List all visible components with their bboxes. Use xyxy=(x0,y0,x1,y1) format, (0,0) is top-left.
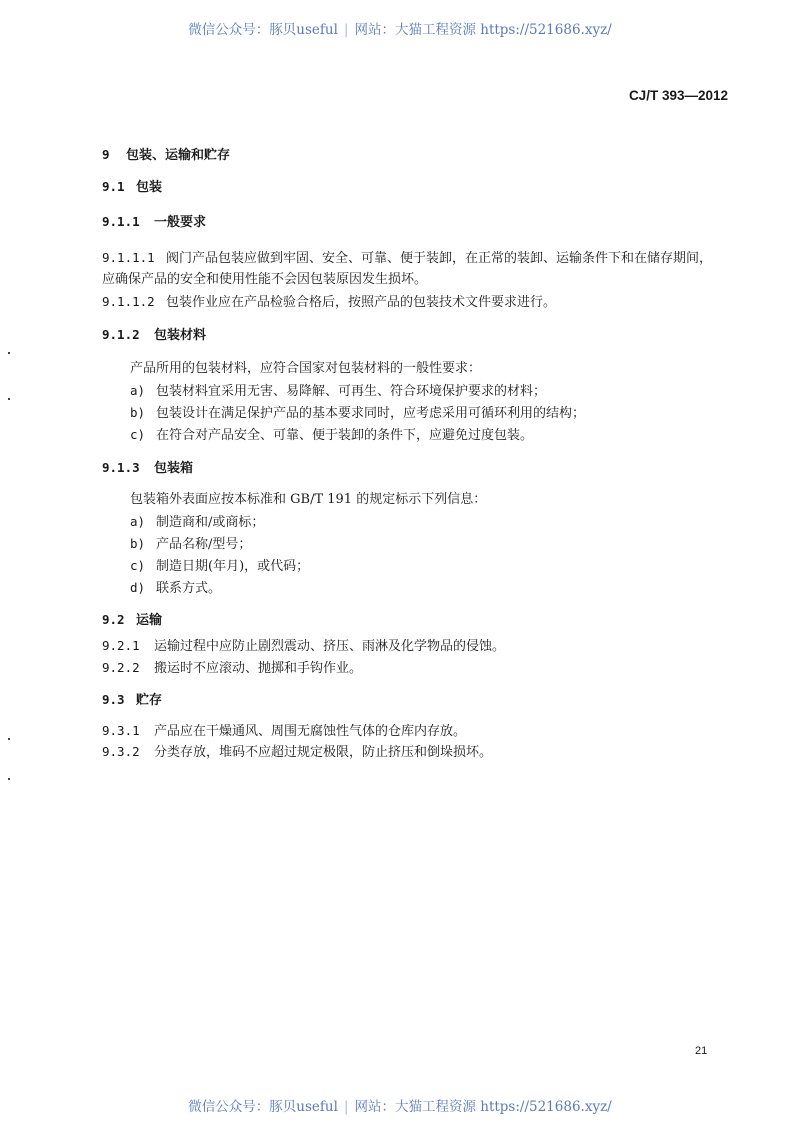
paragraph-line xyxy=(102,294,556,311)
clause-text: 包装 xyxy=(136,180,163,195)
clause-number: a) xyxy=(130,383,146,398)
paragraph-line xyxy=(130,427,533,444)
section-heading xyxy=(102,612,162,629)
clause-number: 9.2 xyxy=(102,612,125,627)
clause-text: 包装设计在满足保护产品的基本要求同时，应考虑采用可循环利用的结构； xyxy=(156,406,586,421)
paragraph-line xyxy=(102,660,362,677)
clause-number: c) xyxy=(130,558,146,573)
clause-text: 包装作业应在产品检验合格后，按照产品的包装技术文件要求进行。 xyxy=(166,295,557,310)
watermark-website: 网站：大猫工程资源 https://521686.xyz/ xyxy=(354,1099,612,1115)
watermark-website: 网站：大猫工程资源 https://521686.xyz/ xyxy=(354,22,612,38)
paragraph-line xyxy=(130,361,481,377)
scan-mark xyxy=(8,398,10,400)
clause-number: 9.1.1.2 xyxy=(102,294,155,309)
clause-text: 制造日期(年月)，或代码； xyxy=(156,559,310,574)
clause-text: 包装箱 xyxy=(154,461,194,476)
paragraph-line xyxy=(130,580,221,597)
clause-number: a) xyxy=(130,514,146,529)
clause-text: 制造商和/或商标； xyxy=(156,515,265,530)
clause-text: 阀门产品包装应做到牢固、安全、可靠、便于装卸，在正常的装卸、运输条件下和在储存期间， xyxy=(166,251,713,266)
clause-text: 运输 xyxy=(136,613,163,628)
section-heading xyxy=(102,460,193,477)
section-heading xyxy=(102,692,162,709)
clause-text: 分类存放，堆码不应超过规定极限，防止挤压和倒垛损坏。 xyxy=(154,745,493,760)
page-number: 21 xyxy=(695,1045,708,1057)
paragraph-line xyxy=(130,405,585,422)
clause-number: 9.1 xyxy=(102,179,125,194)
clause-number: 9.2.1 xyxy=(102,638,140,653)
watermark-bottom: 微信公众号：豚贝useful | 网站：大猫工程资源 https://521686.xyz/ xyxy=(188,1099,612,1115)
clause-number: 9.1.2 xyxy=(102,327,140,342)
watermark-wechat: 微信公众号：豚贝useful xyxy=(188,1099,338,1115)
clause-text: 在符合对产品安全、可靠、便于装卸的条件下，应避免过度包装。 xyxy=(156,428,534,443)
clause-text: 包装材料宜采用无害、易降解、可再生、符合环境保护要求的材料； xyxy=(156,384,547,399)
section-heading xyxy=(102,327,206,344)
clause-text: 产品所用的包装材料，应符合国家对包装材料的一般性要求： xyxy=(130,361,482,376)
clause-number: 9.1.1.1 xyxy=(102,250,155,265)
paragraph-line xyxy=(130,536,251,553)
paragraph-line xyxy=(102,638,505,655)
paragraph-line xyxy=(130,558,309,575)
clause-number: 9.3.1 xyxy=(102,723,140,738)
clause-number: 9.1.1 xyxy=(102,214,140,229)
paragraph-line xyxy=(102,272,427,288)
clause-number: b) xyxy=(130,405,146,420)
section-heading xyxy=(102,214,206,231)
watermark-wechat: 微信公众号：豚贝useful xyxy=(188,22,338,38)
paragraph-line xyxy=(130,383,546,400)
standard-number: CJ/T 393—2012 xyxy=(628,88,728,103)
clause-number: 9 xyxy=(102,147,110,162)
clause-text: 产品应在干燥通风、周围无腐蚀性气体的仓库内存放。 xyxy=(154,724,467,739)
paragraph-line xyxy=(130,492,486,508)
clause-text: 搬运时不应滚动、抛掷和手钩作业。 xyxy=(154,661,363,676)
clause-number: 9.3.2 xyxy=(102,744,140,759)
paragraph-line xyxy=(130,514,264,531)
clause-text: 包装材料 xyxy=(154,328,207,343)
clause-number: d) xyxy=(130,580,146,595)
clause-number: 9.3 xyxy=(102,692,125,707)
clause-number: b) xyxy=(130,536,146,551)
clause-number: c) xyxy=(130,427,146,442)
paragraph-line xyxy=(102,744,492,761)
clause-text: 联系方式。 xyxy=(156,581,222,596)
clause-text: 包装、运输和贮存 xyxy=(126,148,231,163)
clause-text: 包装箱外表面应按本标准和 GB/T 191 的规定标示下列信息： xyxy=(130,492,487,507)
scan-mark xyxy=(8,352,10,354)
watermark-top: 微信公众号：豚贝useful | 网站：大猫工程资源 https://521686.xyz/ xyxy=(188,22,612,38)
section-heading xyxy=(102,179,162,196)
scan-mark xyxy=(8,778,10,780)
clause-text: 产品名称/型号； xyxy=(156,537,252,552)
paragraph-line xyxy=(102,250,712,267)
clause-text: 运输过程中应防止剧烈震动、挤压、雨淋及化学物品的侵蚀。 xyxy=(154,639,506,654)
clause-number: 9.2.2 xyxy=(102,660,140,675)
clause-number: 9.1.3 xyxy=(102,460,140,475)
clause-text: 一般要求 xyxy=(154,215,207,230)
scan-mark xyxy=(8,738,10,740)
clause-text: 贮存 xyxy=(136,693,163,708)
paragraph-line xyxy=(102,723,466,740)
section-heading xyxy=(102,147,230,164)
clause-text: 应确保产品的安全和使用性能不会因包装原因发生损坏。 xyxy=(102,272,428,287)
